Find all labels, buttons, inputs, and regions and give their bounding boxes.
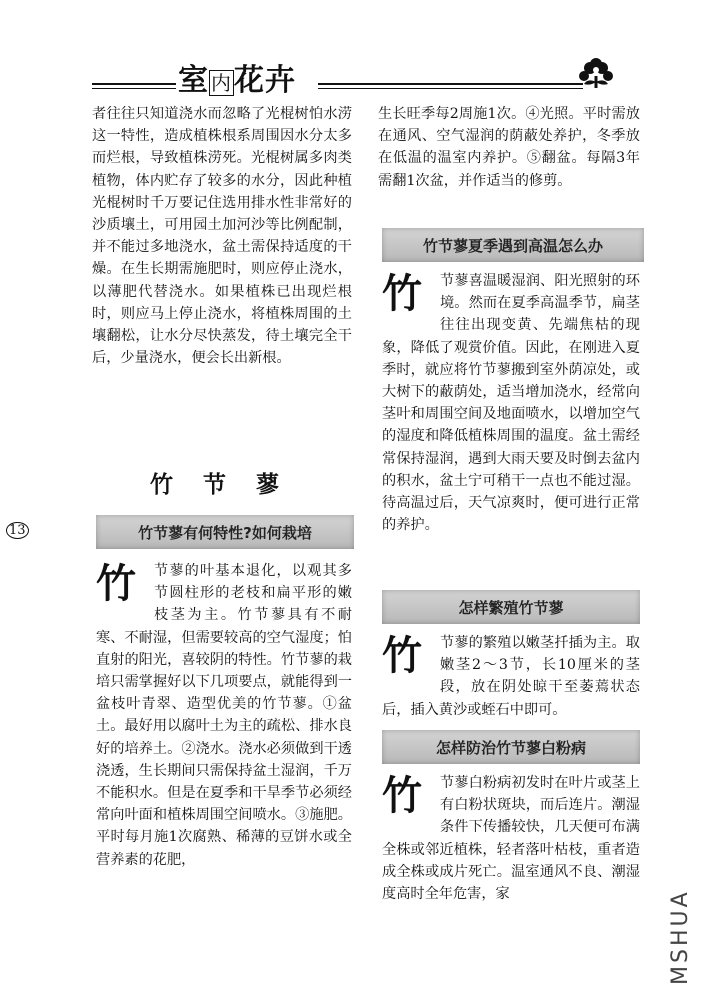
intro-paragraph: 者往往只知道浇水而忽略了光棍树怕水涝这一特性，造成植株根系周围因水分太多而烂根，导致植株涝死。光棍树属多肉类植物，体内贮存了较多的水分，因此种植光棍树时千万要记住选用排水性非常好的沙质壤土，可用园土加河沙等比例配制，并不能过多地浇水，盆土需保持适度的干燥。在生长期需施肥时，则应停止浇水，以薄肥代替浇水。如果植株已出现烂根时，则应马上停止浇水，将植株周围的土壤翻松，让水分尽快蒸发，待土壤完全干后，少量浇水，便会长出新根。 [92, 106, 352, 367]
watermark: MSHUA [668, 889, 693, 985]
dropcap: 竹 [382, 271, 422, 317]
dropcap: 竹 [382, 773, 422, 819]
dropcap: 竹 [96, 561, 136, 607]
header-rule [92, 88, 176, 89]
characteristics-text [96, 560, 352, 871]
header-rule [318, 83, 583, 85]
flower-logo-icon [578, 58, 614, 90]
header-rule [92, 83, 176, 85]
page-header-title [178, 55, 296, 99]
banner-propagation: 怎样繁殖竹节蓼 [382, 590, 640, 624]
powdery-mildew-text [382, 772, 640, 905]
dropcap: 竹 [382, 633, 422, 679]
characteristics-paragraph: 节蓼的叶基本退化，以观其多节圆柱形的老枝和扁平形的嫩枝茎为主。竹节蓼具有不耐寒、不耐湿，但需要较高的空气湿度；怕直射的阳光，喜较阴的特性。竹节蓼的栽培只需掌握好以下几项要点，就能得到一盆枝叶青翠、造型优美的竹节蓼。①盆土。最好用以腐叶土为主的疏松、排水良好的培养土。②浇水。浇水必须做到干透浇透，生长期间只需保持盆土湿润，千万不能积水。但是在夏季和干旱季节必须经常向叶面和植株周围空间喷水。③施肥。平时每月施1次腐熟、稀薄的豆饼水或全营养素的花肥， [96, 563, 352, 868]
header-title-small: 内 [211, 71, 232, 95]
section-title: 竹节蓼 [150, 472, 309, 498]
header-rule [318, 88, 583, 89]
summer-heat-text [382, 270, 640, 536]
banner-powdery-mildew: 怎样防治竹节蓼白粉病 [382, 730, 640, 764]
powdery-mildew-paragraph: 节蓼白粉病初发时在叶片或茎上有白粉状斑块，而后连片。潮湿条件下传播较快，几天便可布满全株或邻近植株，轻者落叶枯枝，重者造成全株或成片死亡。温室通风不良、潮湿度高时全年危害，家 [382, 775, 640, 903]
propagation-text [382, 632, 640, 721]
banner-characteristics: 竹节蓼有何特性?如何栽培 [96, 515, 354, 549]
right-column-text [378, 103, 640, 192]
header-title-rest: 花卉 [234, 63, 296, 98]
page-number: 13 [6, 522, 29, 539]
propagation-paragraph: 节蓼的繁殖以嫩茎扦插为主。取嫩茎2～3节，长10厘米的茎段，放在阴处晾干至萎蔫状态后，插入黄沙或蛭石中即可。 [382, 635, 640, 718]
summer-heat-paragraph: 节蓼喜温暖湿润、阳光照射的环境。然而在夏季高温季节，扁茎往往出现变黄、先端焦枯的现象，降低了观赏价值。因此，在刚进入夏季时，就应将竹节蓼搬到室外荫凉处，或大树下的蔽荫处，适当增加浇水，经常向茎叶和周围空间及地面喷水，以增加空气的湿度和降低植株周围的温度。盆土需经常保持湿润，遇到大雨天要及时倒去盆内的积水，盆土宁可稍干一点也不能过湿。待高温过后，天气凉爽时，便可进行正常的养护。 [382, 273, 640, 534]
left-column-text [92, 103, 352, 369]
cultivation-continued-paragraph: 生长旺季每2周施1次。④光照。平时需放在通风、空气湿润的荫蔽处养护，冬季放在低温的温室内养护。⑤翻盆。每隔3年需翻1次盆，并作适当的修剪。 [378, 106, 640, 189]
banner-summer-heat: 竹节蓼夏季遇到高温怎么办 [382, 228, 644, 262]
header-title-main: 室 [178, 63, 209, 98]
